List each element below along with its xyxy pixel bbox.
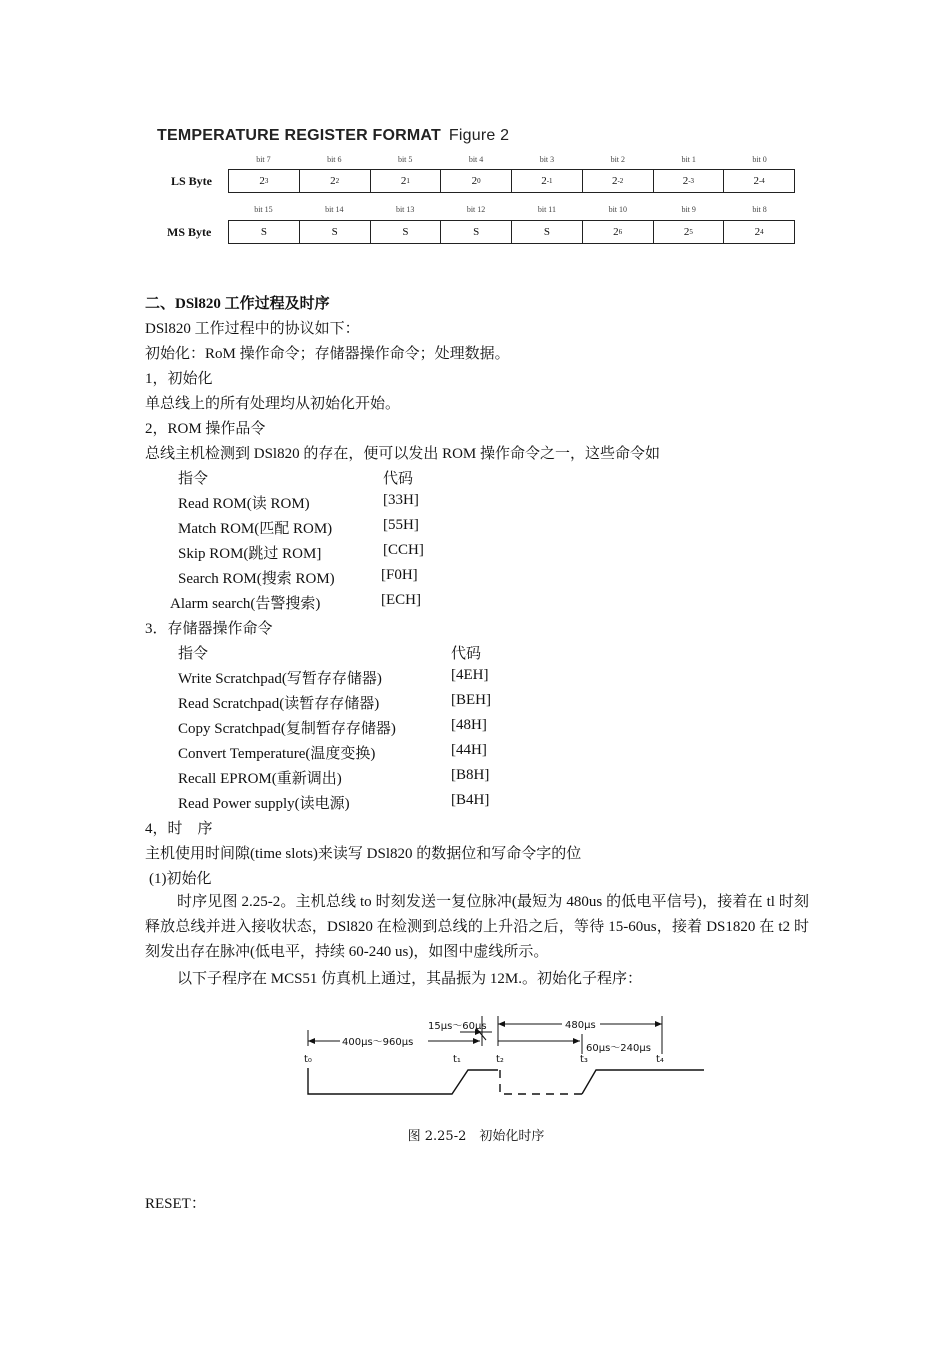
rom-cmd: Skip ROM(跳过 ROM] bbox=[178, 546, 322, 562]
register-cell: 2 4 bbox=[723, 221, 794, 243]
register-cell: 2 -2 bbox=[582, 170, 653, 192]
mem-code: [44H] bbox=[451, 742, 487, 758]
register-cell: S bbox=[440, 221, 511, 243]
bit-label: bit 9 bbox=[681, 205, 696, 214]
reset-label: RESET： bbox=[145, 1196, 206, 1212]
section-3-title: 3．存储器操作命令 bbox=[145, 621, 273, 637]
register-cell: 2 1 bbox=[370, 170, 441, 192]
mem-cmd: Read Power supply(读电源) bbox=[178, 796, 350, 812]
mem-cmd: Recall EPROM(重新调出) bbox=[178, 771, 342, 787]
mem-code: [B4H] bbox=[451, 792, 490, 808]
figure-caption: 图 2.25-2 初始化时序 bbox=[407, 1129, 545, 1144]
rom-cmd: Match ROM(匹配 ROM) bbox=[178, 521, 333, 537]
section-4-text: 主机使用时间隙(time slots)来读写 DSl820 的数据位和写命令字的位 bbox=[145, 846, 582, 862]
bit-label: bit 10 bbox=[608, 205, 628, 214]
ms-bit-labels bbox=[228, 205, 795, 217]
register-cell: 2 -4 bbox=[723, 170, 794, 192]
register-cell: 2 2 bbox=[299, 170, 370, 192]
bit-label: bit 13 bbox=[395, 205, 415, 214]
bit-label: bit 5 bbox=[397, 155, 413, 164]
mem-code: [4EH] bbox=[451, 667, 489, 683]
mem-cmd: Convert Temperature(温度变换) bbox=[178, 746, 376, 762]
rom-header-code: 代码 bbox=[383, 471, 414, 487]
register-title-text: TEMPERATURE REGISTER FORMAT bbox=[157, 127, 441, 144]
section-2-title: 2，ROM 操作品令 bbox=[145, 421, 266, 437]
presence-pulse-dashed bbox=[500, 1070, 582, 1094]
ms-byte-label: MS Byte bbox=[167, 225, 212, 239]
rom-code: [F0H] bbox=[381, 567, 418, 583]
register-cell: S bbox=[299, 221, 370, 243]
label-60-240us: 60μs～240μs bbox=[586, 1043, 651, 1054]
label-480us: 480μs bbox=[565, 1020, 596, 1031]
register-cell: 2 -3 bbox=[653, 170, 724, 192]
label-t2: t₂ bbox=[496, 1054, 504, 1065]
bit-label: bit 3 bbox=[539, 155, 555, 164]
bit-label: bit 2 bbox=[610, 155, 626, 164]
mem-cmd: Write Scratchpad(写暂存存储器) bbox=[178, 671, 382, 687]
intro-line-1: DSl820 工作过程中的协议如下： bbox=[145, 321, 360, 337]
register-cell: S bbox=[370, 221, 441, 243]
label-15-60us: 15μs～60μs bbox=[428, 1021, 487, 1032]
mem-cmd: Read Scratchpad(读暂存存储器) bbox=[178, 696, 380, 712]
rom-cmd: Read ROM(读 ROM) bbox=[178, 496, 310, 512]
bit-label: bit 1 bbox=[681, 155, 696, 164]
rom-header-cmd: 指令 bbox=[178, 471, 209, 487]
rom-code: [55H] bbox=[383, 517, 419, 533]
rom-cmd: Search ROM(搜索 ROM) bbox=[178, 571, 335, 587]
register-cell: 2 -1 bbox=[511, 170, 582, 192]
bit-label: bit 11 bbox=[537, 205, 557, 214]
register-cell: 2 0 bbox=[440, 170, 511, 192]
bit-label: bit 12 bbox=[466, 205, 486, 214]
rom-code: [33H] bbox=[383, 492, 419, 508]
bus-waveform-recovery bbox=[582, 1070, 704, 1094]
bit-label: bit 4 bbox=[468, 155, 484, 164]
rom-cmd: Alarm search(告警搜索) bbox=[170, 596, 321, 612]
register-figure-label: Figure 2 bbox=[448, 127, 510, 144]
section-2-text: 总线主机检测到 DSl820 的存在，便可以发出 ROM 操作命令之一，这些命令如 bbox=[145, 446, 661, 462]
register-cell: 2 5 bbox=[653, 221, 724, 243]
label-t1: t₁ bbox=[453, 1054, 461, 1065]
init-timing-diagram bbox=[300, 1012, 710, 1112]
label-t0: t₀ bbox=[304, 1054, 312, 1065]
ls-byte-label: LS Byte bbox=[171, 174, 213, 188]
mem-code: [B8H] bbox=[451, 767, 490, 783]
bit-label: bit 0 bbox=[752, 155, 767, 164]
rom-code: [ECH] bbox=[381, 592, 421, 608]
temperature-register-figure bbox=[155, 125, 805, 250]
ms-byte-cells bbox=[228, 220, 795, 244]
bit-label: bit 8 bbox=[752, 205, 767, 214]
bit-label: bit 14 bbox=[325, 205, 344, 214]
section-1-title: 1，初始化 bbox=[145, 371, 213, 387]
mem-code: [BEH] bbox=[451, 692, 491, 708]
register-figure-title bbox=[157, 127, 509, 145]
mem-cmd: Copy Scratchpad(复制暂存存储器) bbox=[178, 721, 396, 737]
subsection-1-title: (1)初始化 bbox=[149, 871, 212, 887]
register-cell: 2 3 bbox=[259, 175, 269, 187]
intro-line-2: 初始化：RoM 操作命令；存储器操作命令；处理数据。 bbox=[145, 346, 510, 362]
program-note: 以下子程序在 MCS51 仿真机上通过，其晶振为 12M.。初始化子程序： bbox=[177, 971, 643, 987]
rom-code: [CCH] bbox=[383, 542, 424, 558]
register-cell: S bbox=[260, 226, 267, 238]
bit-label: bit 15 bbox=[254, 205, 273, 214]
label-t4: t₄ bbox=[656, 1054, 664, 1065]
mem-header-code: 代码 bbox=[451, 646, 482, 662]
bit-label: bit 7 bbox=[256, 155, 271, 164]
bit-label: bit 6 bbox=[327, 155, 342, 164]
ls-byte-cells bbox=[228, 169, 795, 193]
label-t3: t₃ bbox=[580, 1054, 588, 1065]
section-heading: 二、DSl820 工作过程及时序 bbox=[145, 296, 330, 312]
label-400-960us: 400μs～960μs bbox=[342, 1037, 414, 1048]
mem-code: [48H] bbox=[451, 717, 487, 733]
bus-waveform bbox=[308, 1068, 498, 1094]
section-1-text: 单总线上的所有处理均从初始化开始。 bbox=[145, 396, 401, 412]
register-cell: 2 6 bbox=[582, 221, 653, 243]
mem-header-cmd: 指令 bbox=[178, 646, 209, 662]
section-4-title: 4，时 序 bbox=[145, 821, 213, 837]
register-cell: S bbox=[511, 221, 582, 243]
ls-bit-labels bbox=[228, 155, 795, 167]
timing-paragraph: 时序见图 2.25-2。主机总线 to 时刻发送一复位脉冲(最短为 480us 的低电平信号)，接着在 tl 时刻释放总线并进入接收状态，DSl820 在检测到总线的上升沿之后，等待 15-60us，接着 DS1820 在 t2 时刻发出存在脉冲(低电平，持续 60-240 us)，如图中虚线所示。 bbox=[145, 894, 809, 960]
